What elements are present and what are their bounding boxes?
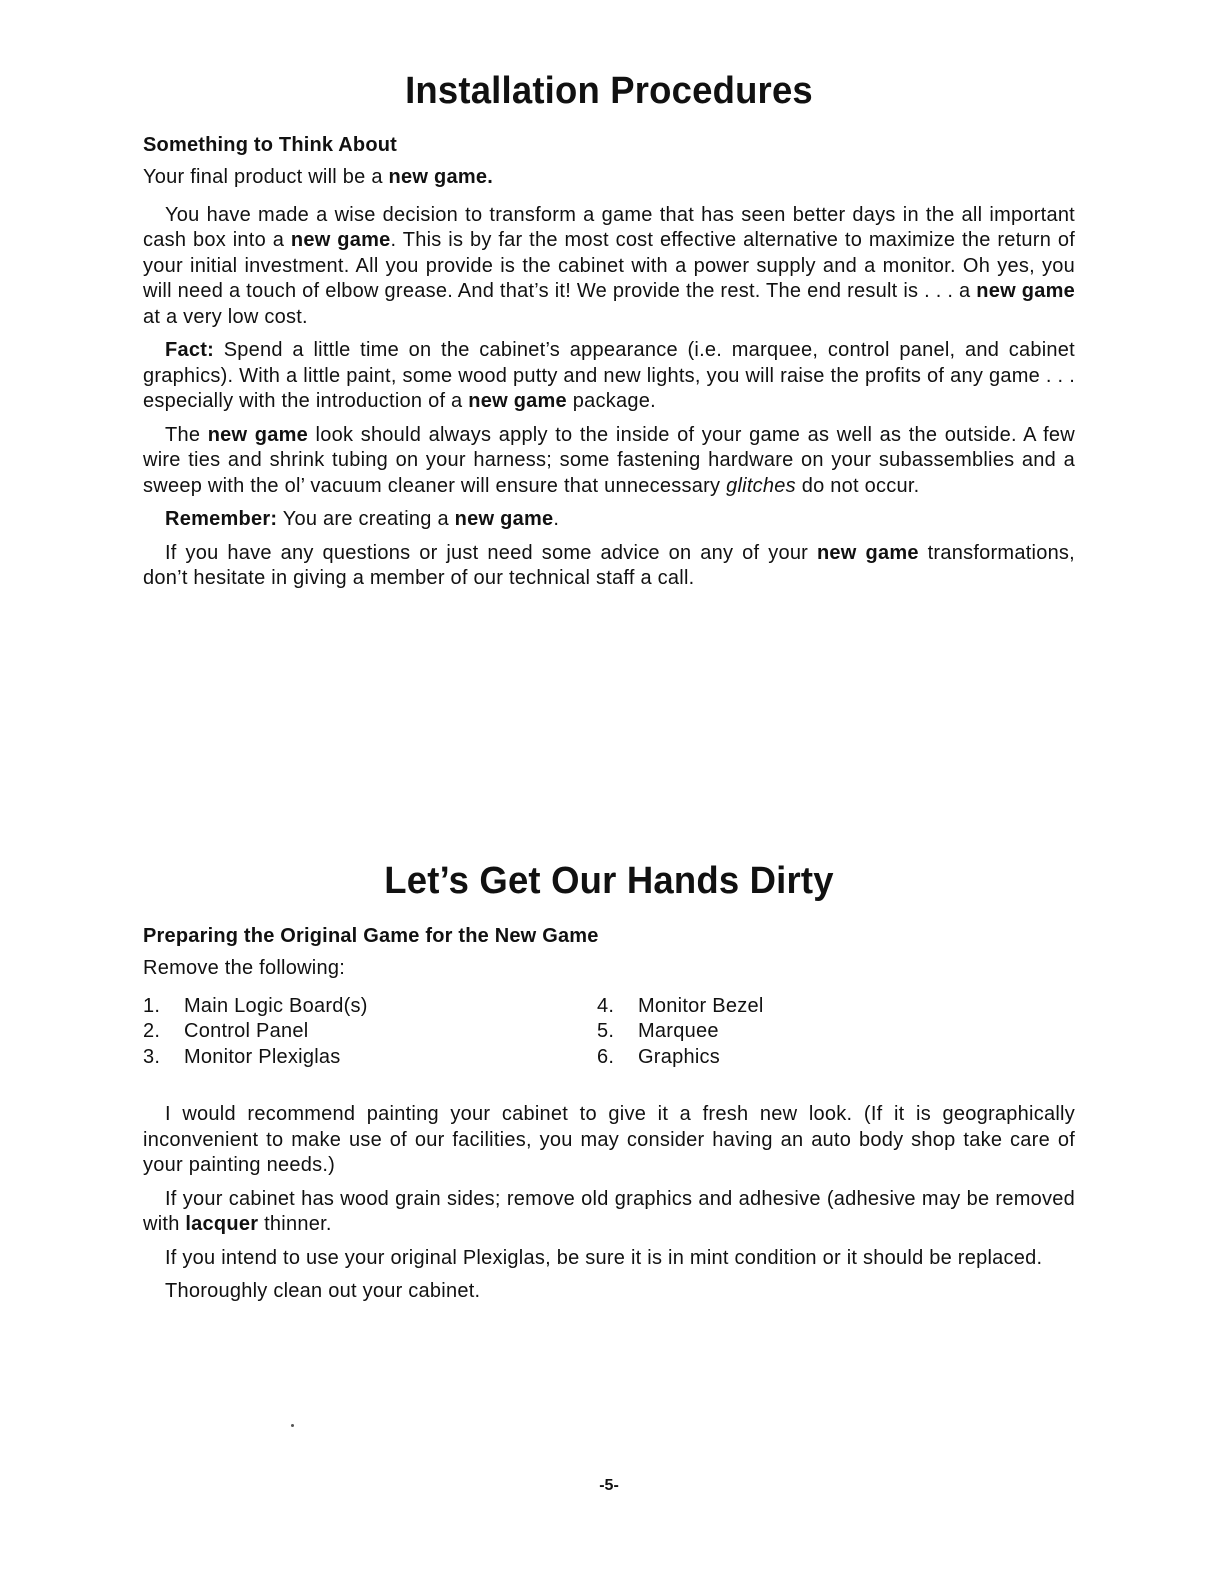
subheading-think-about: Something to Think About [143,134,398,156]
list-item: 5. Marquee [597,1020,719,1042]
remove-list-column-left [143,994,593,1071]
paragraph-plexiglas: If you intend to use your original Plexiglas, be sure it is in mint condition or it should be replaced. [165,1246,1043,1269]
intro-paragraph: Your final product will be a new game. [143,166,494,188]
manual-page [143,0,1075,1594]
page-number: -5- [599,1477,619,1494]
remove-intro: Remove the following: [143,957,346,979]
remove-list-column-right [597,994,1047,1071]
section-hands-dirty [143,925,1075,1313]
paragraph-wise-decision: You have made a wise decision to transform a game that has seen better days in the all important cash box into a new game. This is by far the most cost effective alternative to maximize the return of your initial investment. All you provide is the cabinet with a power supply and a monitor. Oh yes, you will need a touch of elbow grease. And that’s it! We provide the rest. The end result is . . . a new game at a very low cost. [143,203,1076,328]
scan-speck [291,1424,294,1427]
list-item: 6. Graphics [597,1045,721,1068]
list-item: 1. Main Logic Board(s) [143,994,368,1017]
section-title-hands-dirty: Let’s Get Our Hands Dirty [384,860,834,902]
paragraph-look: The new game look should always apply to the inside of your game as well as the outside. A few wire ties and shrink tubing on your harness; some fastening hardware on your subassemblies and a sweep with the ol’ vacuum cleaner will ensure that unnecessary glitches do not occur. [143,423,1075,497]
list-item: 2. Control Panel [143,1020,309,1042]
paragraph-painting: I would recommend painting your cabinet to give it a fresh new look. (If it is geographically inconvenient to make use of our facilities, you may consider having an auto body shop take care of your painting needs.) [143,1103,1075,1176]
paragraph-clean: Thoroughly clean out your cabinet. [165,1280,481,1302]
paragraph-fact: Fact: Spend a little time on the cabinet’s appearance (i.e. marquee, control panel, and cabinet graphics). With a little paint, some wood putty and new lights, you will raise the profits of any game . . . especially with the introduction of a new game package. [143,339,1075,412]
remove-list [143,994,1075,1071]
paragraph-remember: Remember: You are creating a new game. [165,508,560,530]
subheading-preparing: Preparing the Original Game for the New Game [143,925,599,947]
paragraph-wood-grain: If your cabinet has wood grain sides; remove old graphics and adhesive (adhesive may be removed with lacquer thinner. [143,1187,1075,1235]
paragraph-questions: If you have any questions or just need some advice on any of your new game transformations, don’t hesitate in giving a member of our technical staff a call. [143,541,1075,589]
section-installation [143,134,1075,600]
list-item: 4. Monitor Bezel [597,994,764,1017]
section-title-installation: Installation Procedures [405,70,813,112]
list-item: 3. Monitor Plexiglas [143,1045,341,1068]
